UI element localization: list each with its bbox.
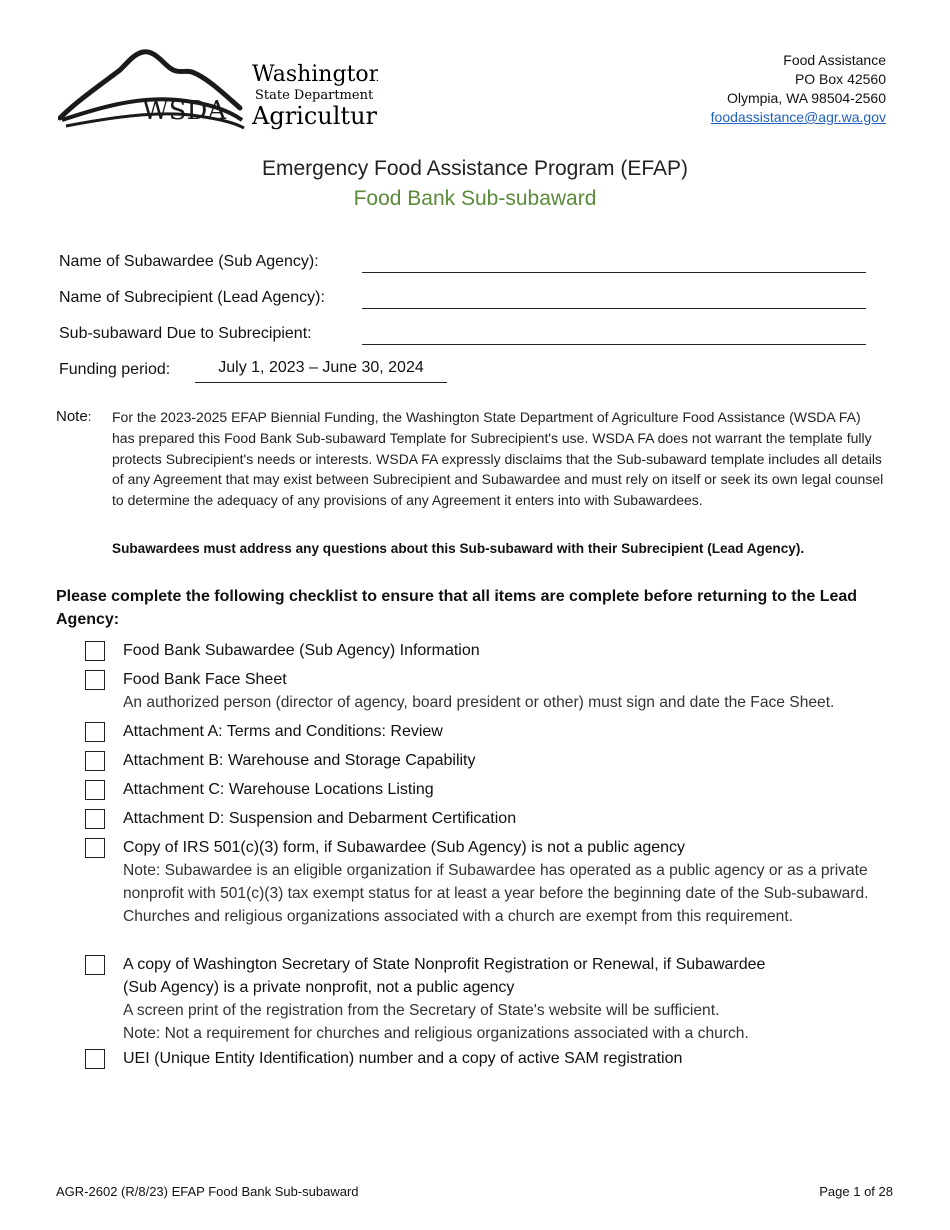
note-text: For the 2023-2025 EFAP Biennial Funding, the Washington State Department of Agriculture Food Assistance (WSDA FA) has prepared this Food Bank Sub-subaward Template for Subrecipient's use. WSDA FA does not warrant the template fully protects Subrecipient's needs or interests. WSDA FA expressly disclaims that the Sub-subaward template includes all details of any Agreement that may exist between Subrecipient and Subawardee and must rely on itself or seek its own legal counsel to determine the adequacy of any provisions of any Agreement it enters into with Subawardees. xyxy=(112,409,884,509)
checklist-item: Attachment B: Warehouse and Storage Capability xyxy=(123,752,476,769)
checklist-item: Attachment D: Suspension and Debarment Certification xyxy=(123,810,517,827)
checklist-item-desc: Note: Subawardee is an eligible organization if Subawardee has operated as a public agency or as a private nonprofit with 501(c)(3) tax exempt status for at least a year before the beginning date of the Sub-subaward. Churches and religious organizations associated with a church are exempt from this requirement. xyxy=(123,862,869,925)
checklist-item: Attachment A: Terms and Conditions: Review xyxy=(123,723,443,740)
checklist-item-desc: An authorized person (director of agency, board president or other) must sign and date the Face Sheet. xyxy=(123,694,835,711)
note-label xyxy=(56,408,91,425)
due-label: Sub-subaward Due to Subrecipient: xyxy=(59,325,312,342)
checklist-item-title-line2: (Sub Agency) is a private nonprofit, not a public agency xyxy=(123,979,515,996)
checkbox-sos-registration[interactable] xyxy=(85,955,105,975)
checkbox-attachment-b[interactable] xyxy=(85,751,105,771)
address-line3: Olympia, WA 98504-2560 xyxy=(726,90,886,106)
note-bold-text: Subawardees must address any questions about this Sub-subaward with their Subrecipient (Lead Agency). xyxy=(112,541,805,556)
subawardee-label: Name of Subawardee (Sub Agency): xyxy=(59,253,319,270)
funding-period-value: July 1, 2023 – June 30, 2024 xyxy=(218,359,424,376)
checklist-item xyxy=(123,836,888,928)
note-label-text: Note xyxy=(56,408,88,425)
email-link[interactable]: foodassistance@agr.wa.gov xyxy=(710,109,886,125)
logo-line3: Agriculture xyxy=(252,102,378,130)
checklist-item: Attachment C: Warehouse Locations Listing xyxy=(123,781,434,798)
subawardee-field[interactable] xyxy=(362,272,866,273)
due-field[interactable] xyxy=(362,344,866,345)
mountain-logo-icon xyxy=(58,48,378,134)
page-subtitle: Food Bank Sub-subaward xyxy=(353,187,597,210)
logo-line2: State Department of xyxy=(255,88,378,103)
checkbox-face-sheet[interactable] xyxy=(85,670,105,690)
checklist-item-desc-line1: A screen print of the registration from the Secretary of State's website will be sufficient. xyxy=(123,1002,720,1019)
address-line2: PO Box 42560 xyxy=(794,71,886,87)
checkbox-irs-501c3[interactable] xyxy=(85,838,105,858)
funding-label: Funding period: xyxy=(59,361,171,378)
page-title: Emergency Food Assistance Program (EFAP) xyxy=(262,157,688,180)
checklist-item-title: Copy of IRS 501(c)(3) form, if Subawardee (Sub Agency) is not a public agency xyxy=(123,839,686,856)
checklist-item: Food Bank Subawardee (Sub Agency) Information xyxy=(123,642,480,659)
address-line1: Food Assistance xyxy=(783,52,886,68)
footer-page-number: Page 1 of 28 xyxy=(819,1184,893,1199)
subrecipient-label: Name of Subrecipient (Lead Agency): xyxy=(59,289,325,306)
checkbox-attachment-c[interactable] xyxy=(85,780,105,800)
checkbox-uei-sam[interactable] xyxy=(85,1049,105,1069)
logo-line1: Washington xyxy=(252,62,378,87)
funding-period-field[interactable] xyxy=(195,382,447,383)
note-label-colon: : xyxy=(87,409,92,424)
address-block xyxy=(711,51,886,127)
checklist-item-title: Food Bank Face Sheet xyxy=(123,671,287,688)
checkbox-attachment-a[interactable] xyxy=(85,722,105,742)
checklist-item: UEI (Unique Entity Identification) number and a copy of active SAM registration xyxy=(123,1050,683,1067)
checklist-item-desc-line2: Note: Not a requirement for churches and religious organizations associated with a church. xyxy=(123,1025,749,1042)
checkbox-attachment-d[interactable] xyxy=(85,809,105,829)
checkbox-subawardee-info[interactable] xyxy=(85,641,105,661)
logo-abbr: WSDA xyxy=(142,96,227,126)
checklist-item-title-line1: A copy of Washington Secretary of State Nonprofit Registration or Renewal, if Subawardee xyxy=(123,956,766,973)
checklist-item xyxy=(123,953,903,1045)
subrecipient-field[interactable] xyxy=(362,308,866,309)
checklist-item xyxy=(123,668,903,714)
checklist-intro: Please complete the following checklist to ensure that all items are complete before returning to the Lead Agency: xyxy=(56,588,858,628)
wsda-logo xyxy=(58,48,378,134)
footer-form-id: AGR-2602 (R/8/23) EFAP Food Bank Sub-subaward xyxy=(56,1184,359,1199)
